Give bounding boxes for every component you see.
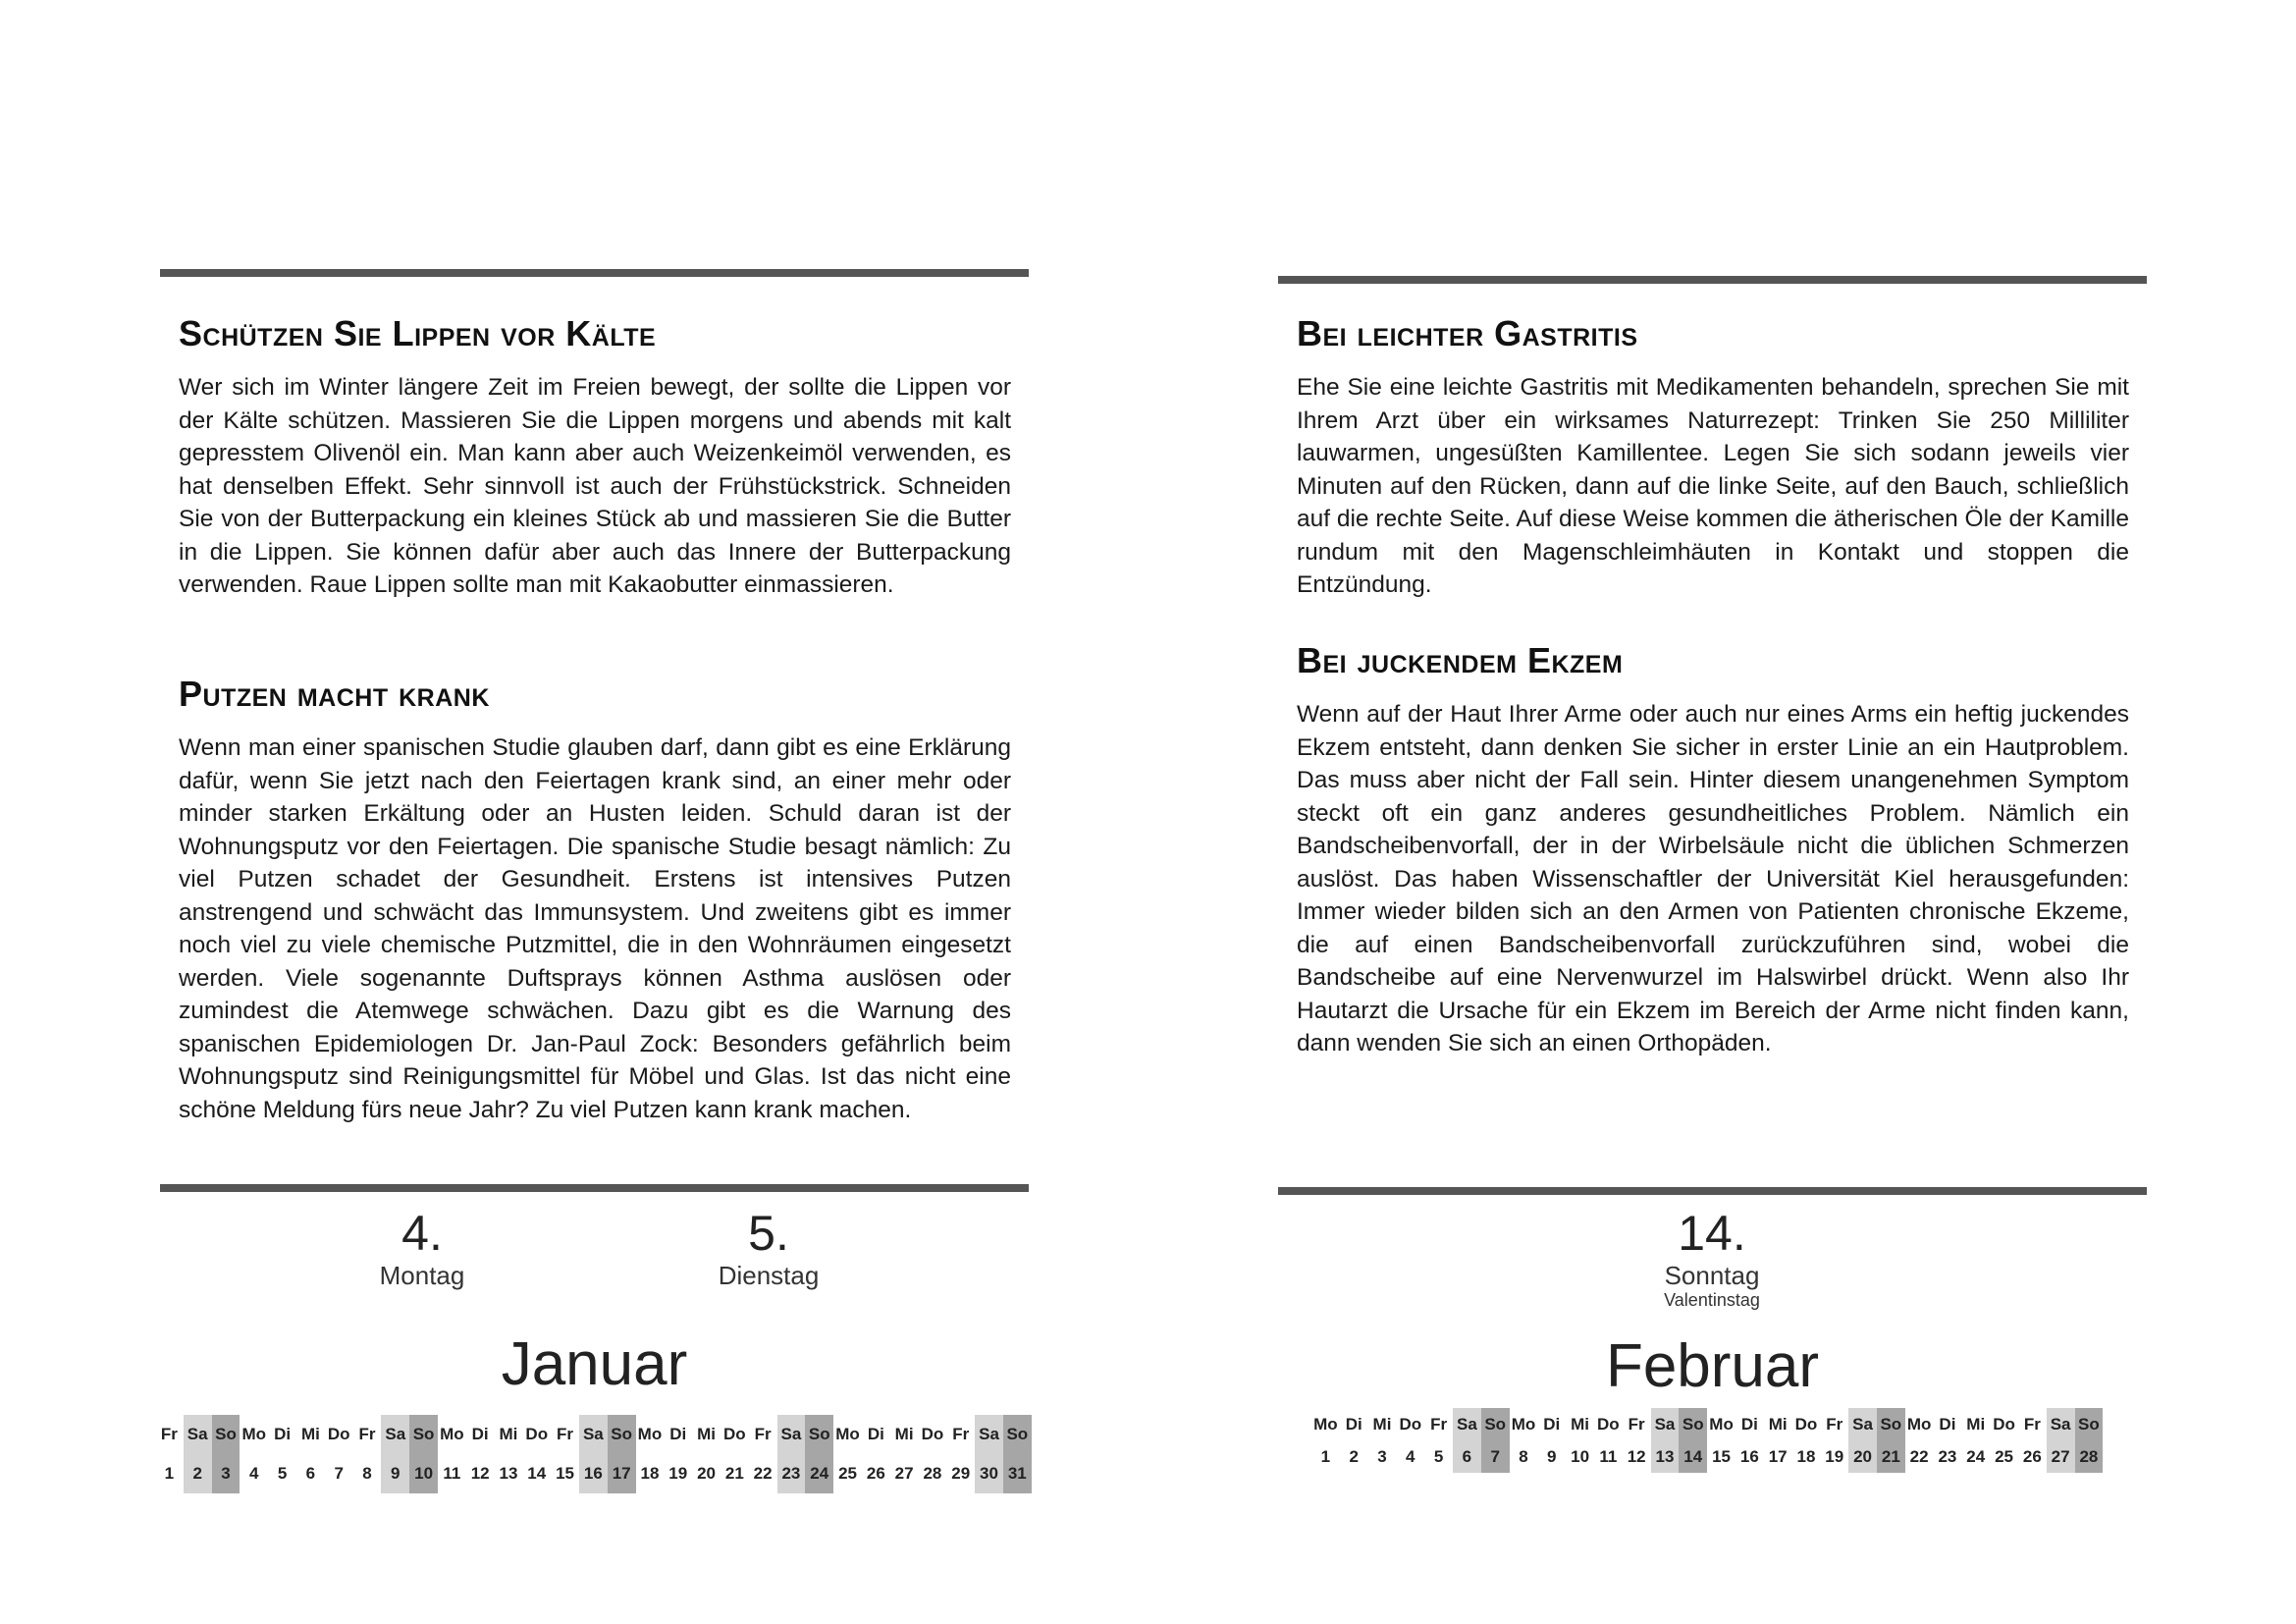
calendar-date: 31 [1007,1464,1027,1483]
calendar-date: 6 [1462,1447,1472,1466]
calendar-day [184,1415,212,1493]
calendar-day [1424,1408,1453,1473]
calendar-weekday: Do [1399,1415,1422,1434]
calendar-weekday: Mo [241,1425,267,1443]
day-name: Dienstag [718,1261,820,1290]
calendar-date: 24 [1966,1447,1986,1466]
calendar-weekday: So [1484,1415,1507,1434]
calendar-day [240,1415,268,1493]
calendar-day [1934,1408,1962,1473]
top-rule [160,269,1029,277]
bottom-rule [160,1184,1029,1192]
calendar-date: 17 [612,1464,631,1483]
calendar-date: 27 [2051,1447,2070,1466]
calendar-day [2075,1408,2104,1473]
calendar-date: 13 [1655,1447,1675,1466]
calendar-date: 15 [1712,1447,1732,1466]
calendar-day [1368,1408,1397,1473]
calendar-date: 20 [1853,1447,1872,1466]
calendar-day [1961,1408,1990,1473]
calendar-day [1340,1408,1368,1473]
calendar-weekday: So [2078,1415,2100,1434]
calendar-weekday: Di [1939,1415,1956,1434]
article-heading: Schützen Sie Lippen vor Kälte [179,313,657,353]
calendar-date: 21 [724,1464,744,1483]
calendar-weekday: Sa [780,1425,802,1443]
calendar-day [692,1415,721,1493]
calendar-day [409,1415,438,1493]
calendar-weekday: Fr [952,1425,970,1443]
calendar-weekday: Mo [440,1425,464,1443]
calendar-day [833,1415,862,1493]
calendar-day [664,1415,692,1493]
day-name: Sonntag [1664,1261,1760,1290]
calendar-date: 27 [894,1464,914,1483]
calendar-day [353,1415,382,1493]
calendar-date: 28 [923,1464,942,1483]
calendar-date: 17 [1768,1447,1788,1466]
calendar-day [1735,1408,1764,1473]
calendar-date: 22 [753,1464,773,1483]
calendar-weekday: Do [1993,1415,2015,1434]
calendar-day [1311,1408,1340,1473]
calendar-date: 11 [1599,1447,1618,1466]
calendar-weekday: Mi [499,1425,518,1443]
calendar-weekday: Di [274,1425,292,1443]
calendar-day [268,1415,296,1493]
calendar-day [381,1415,409,1493]
calendar-weekday: So [215,1425,237,1443]
calendar-day [1764,1408,1792,1473]
calendar-weekday: Do [921,1425,944,1443]
calendar-weekday: Fr [2023,1415,2041,1434]
calendar-date: 4 [1406,1447,1415,1466]
calendar-weekday: Do [723,1425,746,1443]
calendar-weekday: Mo [1709,1415,1734,1434]
calendar-weekday: Mo [1313,1415,1338,1434]
calendar-weekday: Fr [1628,1415,1645,1434]
calendar-weekday: Mo [835,1425,860,1443]
calendar-date: 30 [980,1464,998,1483]
calendar-weekday: Sa [2050,1415,2071,1434]
calendar-day [1905,1408,1934,1473]
day-number: 5. [748,1206,789,1261]
calendar-date: 5 [1433,1447,1444,1466]
calendar-date: 21 [1881,1447,1900,1466]
calendar-weekday: Do [1597,1415,1620,1434]
calendar-weekday: Mi [1372,1415,1392,1434]
calendar-day [1877,1408,1905,1473]
calendar-weekday: Mo [637,1425,663,1443]
calendar-weekday: Di [669,1425,687,1443]
calendar-day [551,1415,579,1493]
calendar-date: 23 [1938,1447,1957,1466]
calendar-day [975,1415,1003,1493]
calendar-date: 10 [1571,1447,1590,1466]
calendar-weekday: Mi [300,1425,320,1443]
calendar-weekday: Mi [1966,1415,1986,1434]
calendar-date: 18 [640,1464,660,1483]
calendar-date: 7 [1490,1447,1500,1466]
article-cleaning [179,673,1011,1126]
right-page [1278,0,2147,1624]
calendar-day [1679,1408,1707,1473]
calendar-day [749,1415,777,1493]
calendar-date: 9 [1547,1447,1557,1466]
calendar-weekday: Sa [1852,1415,1873,1434]
calendar-day [862,1415,890,1493]
calendar-day [1510,1408,1538,1473]
calendar-date: 26 [2022,1447,2042,1466]
calendar-day [1566,1408,1594,1473]
calendar-weekday: Mi [1768,1415,1788,1434]
calendar-date: 12 [470,1464,490,1483]
calendar-day [212,1415,240,1493]
calendar-weekday: So [1682,1415,1704,1434]
day-entry [1604,1206,1820,1310]
month-title: Januar [501,1330,688,1398]
top-rule [1278,276,2147,284]
article-gastritis [1297,312,2129,602]
calendar-weekday: Sa [187,1425,208,1443]
calendar-weekday: Do [525,1425,549,1443]
mini-calendar-january [155,1415,1032,1493]
calendar-day [1003,1415,1032,1493]
article-body: Wer sich im Winter längere Zeit im Freien bewegt, der sollte die Lippen vor der Kälte schützen. Massieren Sie die Lippen morgens und abends mit kalt gepresstem Olivenöl ein. Man kann aber auch Weizenkeimöl verwenden, es hat denselben Effekt. Sehr sinnvoll ist auch der Frühstückstrick. Schneiden Sie von der Butterpackung ein kleines Stück ab und massieren Sie die Butter in die Lippen. Sie können dafür aber auch das Innere der Butterpackung verwenden. Raue Lippen sollte man mit Kakaobutter einmassieren. [179,374,1011,598]
calendar-weekday: Fr [160,1425,178,1443]
calendar-weekday: Mi [1571,1415,1590,1434]
calendar-date: 18 [1796,1447,1816,1466]
calendar-day [1396,1408,1424,1473]
calendar-day [1707,1408,1735,1473]
calendar-date: 14 [527,1464,547,1483]
calendar-weekday: Fr [1826,1415,1843,1434]
calendar-date: 5 [277,1464,288,1483]
calendar-date: 3 [1377,1447,1387,1466]
calendar-date: 23 [781,1464,801,1483]
calendar-weekday: Sa [979,1425,999,1443]
calendar-date: 9 [391,1464,400,1483]
calendar-date: 28 [2079,1447,2099,1466]
left-page [160,0,1029,1624]
calendar-day [1481,1408,1510,1473]
calendar-date: 7 [334,1464,344,1483]
calendar-date: 1 [1320,1447,1331,1466]
calendar-date: 2 [192,1464,202,1483]
calendar-weekday: Sa [1456,1415,1477,1434]
calendar-weekday: Sa [385,1425,406,1443]
calendar-date: 4 [249,1464,259,1483]
calendar-day [2018,1408,2047,1473]
calendar-weekday: So [808,1425,830,1443]
holiday-note: Valentinstag [1664,1290,1760,1310]
mini-calendar-february [1311,1408,2103,1473]
calendar-date: 13 [499,1464,518,1483]
calendar-date: 6 [305,1464,316,1483]
calendar-date: 2 [1349,1447,1359,1466]
calendar-date: 3 [221,1464,231,1483]
article-heading: Putzen macht krank [179,674,490,714]
calendar-date: 14 [1683,1447,1703,1466]
calendar-weekday: Mi [697,1425,716,1443]
calendar-weekday: Fr [557,1425,574,1443]
calendar-day [1820,1408,1848,1473]
calendar-day [890,1415,919,1493]
article-body: Wenn man einer spanischen Studie glauben darf, dann gibt es eine Erklärung dafür, wenn Sie jetzt nach den Feiertagen krank sind, an einer mehr oder minder starken Erkältung oder an Husten leiden. Schuld daran ist der Wohnungsputz vor den Feiertagen. Die spanische Studie besagt nämlich: Zu viel Putzen schadet der Gesundheit. Erstens ist intensives Putzen anstrengend und schwächt das Immunsystem. Und zweitens gibt es immer noch viel zu viele chemische Putzmittel, die in den Wohnräumen eingesetzt werden. Viele sogenannte Duftsprays können Asthma auslösen oder zumindest die Atemwege schwächen. Dazu gibt es die Warnung des spanischen Epidemiologen Dr. Jan-Paul Zock: Besonders gefährlich beim Wohnungsputz sind Reinigungsmittel für Möbel und Glas. Ist das nicht eine schöne Meldung fürs neue Jahr? Zu viel Putzen kann krank machen. [179,734,1011,1123]
calendar-day [1594,1408,1623,1473]
calendar-day [1848,1408,1877,1473]
calendar-date: 10 [414,1464,434,1483]
day-name: Montag [379,1261,465,1290]
calendar-weekday: So [1880,1415,1902,1434]
calendar-date: 25 [838,1464,857,1483]
calendar-weekday: Di [1345,1415,1362,1434]
calendar-weekday: Di [867,1425,884,1443]
article-body: Wenn auf der Haut Ihrer Arme oder auch nur eines Arms ein heftig juckendes Ekzem entsteht, dann denken Sie sicher in erster Linie an ein Hautproblem. Das muss aber nicht der Fall sein. Hinter diesem unangenehmen Symptom steckt oft ein ganz anderes gesundheitliches Problem. Nämlich ein Bandscheibenvorfall, der in der Wirbelsäule nicht die üblichen Schmerzen auslöst. Das haben Wissenschaftler der Universität Kiel herausgefunden: Immer wieder bilden sich an den Armen von Patienten chronische Ekzeme, die auf einen Bandscheibenvorfall zurückzuführen sind, wobei die Bandscheibe auf eine Nervenwurzel im Halswirbel drückt. Wenn also Ihr Hautarzt die Ursache für ein Ekzem im Bereich der Arme nicht finden kann, dann wenden Sie sich an einen Orthopäden. [1297,701,2129,1056]
calendar-day [777,1415,806,1493]
calendar-date: 29 [951,1464,971,1483]
calendar-day [325,1415,353,1493]
calendar-date: 15 [556,1464,575,1483]
calendar-date: 24 [810,1464,829,1483]
calendar-date: 8 [362,1464,372,1483]
calendar-weekday: Di [471,1425,489,1443]
calendar-date: 19 [668,1464,688,1483]
calendar-date: 19 [1825,1447,1844,1466]
calendar-date: 25 [1995,1447,2013,1466]
article-eczema [1297,639,2129,1060]
bottom-rule [1278,1187,2147,1195]
calendar-weekday: So [611,1425,633,1443]
calendar-day [296,1415,325,1493]
calendar-weekday: Mi [894,1425,914,1443]
calendar-weekday: Fr [754,1425,772,1443]
calendar-day [636,1415,665,1493]
calendar-weekday: Mo [1906,1415,1932,1434]
article-heading: Bei juckendem Ekzem [1297,640,1624,680]
calendar-day [919,1415,947,1493]
calendar-weekday: Di [1543,1415,1561,1434]
day-number: 4. [401,1206,443,1261]
article-heading: Bei leichter Gastritis [1297,313,1638,353]
calendar-weekday: Di [1740,1415,1758,1434]
calendar-date: 12 [1627,1447,1646,1466]
calendar-day [466,1415,495,1493]
calendar-day [805,1415,833,1493]
calendar-date: 16 [583,1464,603,1483]
article-body: Ehe Sie eine leichte Gastritis mit Medikamenten behandeln, sprechen Sie mit Ihrem Arzt über ein wirksames Naturrezept: Trinken Sie 250 Milliliter lauwarmen, ungesüßten Kamillentee. Legen Sie sich sodann jeweils vier Minuten auf den Rücken, dann auf die linke Seite, auf den Bauch, schließlich auf die rechte Seite. Auf diese Weise kommen die ätherischen Öle der Kamille rundum mit den Magenschleimhäuten in Kontakt und stoppen die Entzündung. [1297,374,2129,598]
calendar-day [1537,1408,1566,1473]
calendar-weekday: So [1006,1425,1029,1443]
calendar-weekday: So [412,1425,435,1443]
calendar-day [522,1415,551,1493]
calendar-day [155,1415,184,1493]
calendar-day [2047,1408,2075,1473]
calendar-day [946,1415,975,1493]
calendar-date: 16 [1739,1447,1759,1466]
calendar-day [1792,1408,1821,1473]
calendar-weekday: Fr [358,1425,376,1443]
calendar-date: 8 [1519,1447,1528,1466]
day-entry [314,1206,530,1290]
calendar-day [1990,1408,2018,1473]
article-lips [179,312,1011,602]
calendar-day [1453,1408,1481,1473]
month-title: Februar [1605,1332,1820,1400]
calendar-day [579,1415,608,1493]
calendar-day [721,1415,749,1493]
calendar-day [608,1415,636,1493]
calendar-day [438,1415,466,1493]
calendar-weekday: Sa [1654,1415,1676,1434]
calendar-date: 22 [1909,1447,1929,1466]
day-entry [661,1206,877,1290]
calendar-date: 20 [697,1464,716,1483]
calendar-day [1623,1408,1651,1473]
calendar-weekday: Fr [1430,1415,1448,1434]
calendar-day [1651,1408,1680,1473]
calendar-day [495,1415,523,1493]
calendar-weekday: Do [1794,1415,1818,1434]
calendar-date: 1 [164,1464,175,1483]
day-number: 14. [1678,1206,1746,1261]
calendar-weekday: Mo [1511,1415,1536,1434]
calendar-date: 11 [443,1464,461,1483]
calendar-date: 26 [866,1464,885,1483]
calendar-weekday: Do [327,1425,350,1443]
calendar-weekday: Sa [582,1425,604,1443]
